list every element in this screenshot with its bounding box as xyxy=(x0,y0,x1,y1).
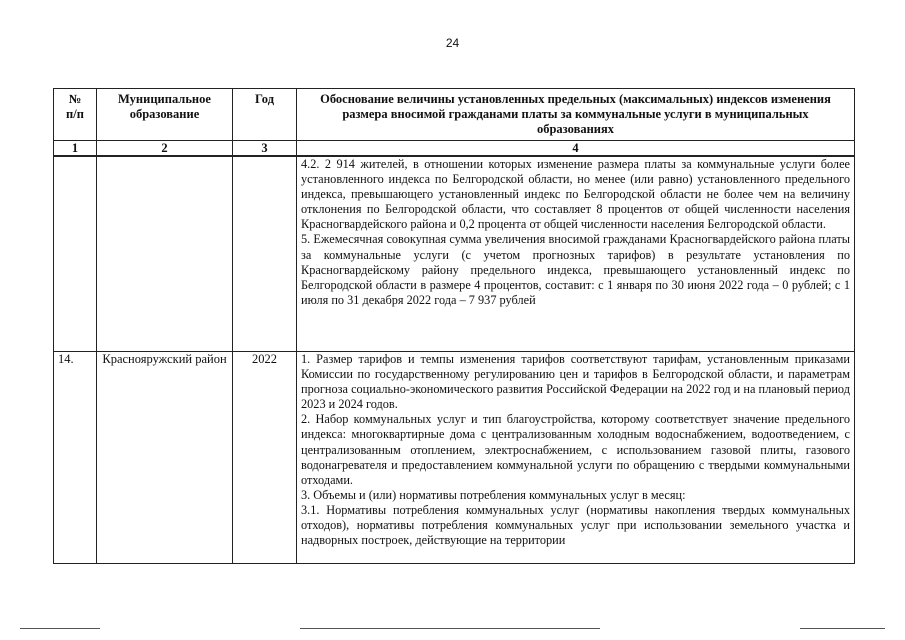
column-number-2: 2 xyxy=(97,141,233,157)
column-number-row xyxy=(54,141,855,157)
row-justification xyxy=(297,156,855,352)
column-number-1: 1 xyxy=(54,141,97,157)
scan-edge-line-right xyxy=(800,628,885,629)
paragraph: 3.1. Нормативы потребления коммунальных услуг (нормативы накопления твердых коммунальных отходов), нормативы потребления коммунальных услуг при использовании земельного участка и надворных построек, действующие на территории xyxy=(301,502,850,548)
row-justification xyxy=(297,352,855,564)
row-number xyxy=(54,156,97,352)
paragraph: 4.2. 2 914 жителей, в отношении которых изменение размера платы за коммунальные услуги более установленного индекса по Белгородской области, но менее (или равно) установленного предельного индекса, превышающего установленный индекс по Белгородской области не более чем на величину отклонения по Белгородской области, что составляет 8 процентов от общей численности населения Красногвардейского района и 0,2 процента от общей численности населения Белгородской области. xyxy=(301,157,850,232)
table-row xyxy=(54,352,855,564)
table-row xyxy=(54,156,855,352)
header-year: Год xyxy=(233,89,297,141)
row-year xyxy=(233,156,297,352)
row-number: 14. xyxy=(54,352,97,564)
page-number: 24 xyxy=(445,36,460,50)
paragraph: 2. Набор коммунальных услуг и тип благоустройства, которому соответствует значение предельного индекса: многоквартирные дома с централизованным холодным водоснабжением, водоотведением, с централизованным отоплением, электроснабжением, с использованием газовой плиты, газового водонагревателя и предоставлением коммунальной услуги по обращению с твердыми коммунальными отходами. xyxy=(301,412,850,487)
indices-table xyxy=(53,88,855,564)
paragraph: 5. Ежемесячная совокупная сумма увеличения вносимой гражданами Красногвардейского района платы за коммунальные услуги (с учетом прогнозных тарифов) в результате установления по Красногвардейскому району предельного индекса, превышающего установленный индекс по Белгородской области в размере 4 процентов, составит: с 1 января по 30 июня 2022 года – 0 рублей; с 1 июля по 31 декабря 2022 года – 7 937 рублей xyxy=(301,232,850,307)
header-justification: Обоснование величины установленных предельных (максимальных) индексов изменения размера вносимой гражданами платы за коммунальные услуги в муниципальных образованиях xyxy=(297,89,855,141)
header-municipality: Муниципальное образование xyxy=(97,89,233,141)
paragraph: 3. Объемы и (или) нормативы потребления коммунальных услуг в месяц: xyxy=(301,487,686,502)
header-number-label: № п/п xyxy=(66,92,84,121)
scan-edge-line-left xyxy=(20,628,100,629)
row-year: 2022 xyxy=(233,352,297,564)
column-number-4: 4 xyxy=(297,141,855,157)
header-number xyxy=(54,89,97,141)
table-header-row xyxy=(54,89,855,141)
row-municipality xyxy=(97,156,233,352)
scan-edge-line-center xyxy=(300,628,600,629)
column-number-3: 3 xyxy=(233,141,297,157)
paragraph: 1. Размер тарифов и темпы изменения тарифов соответствуют тарифам, установленным приказами Комиссии по государственному регулированию цен и тарифов в Белгородской области, и параметрам прогноза социально-экономического развития Российской Федерации на 2022 год и на плановый период 2023 и 2024 годов. xyxy=(301,352,850,412)
row-municipality: Краснояружский район xyxy=(97,352,233,564)
